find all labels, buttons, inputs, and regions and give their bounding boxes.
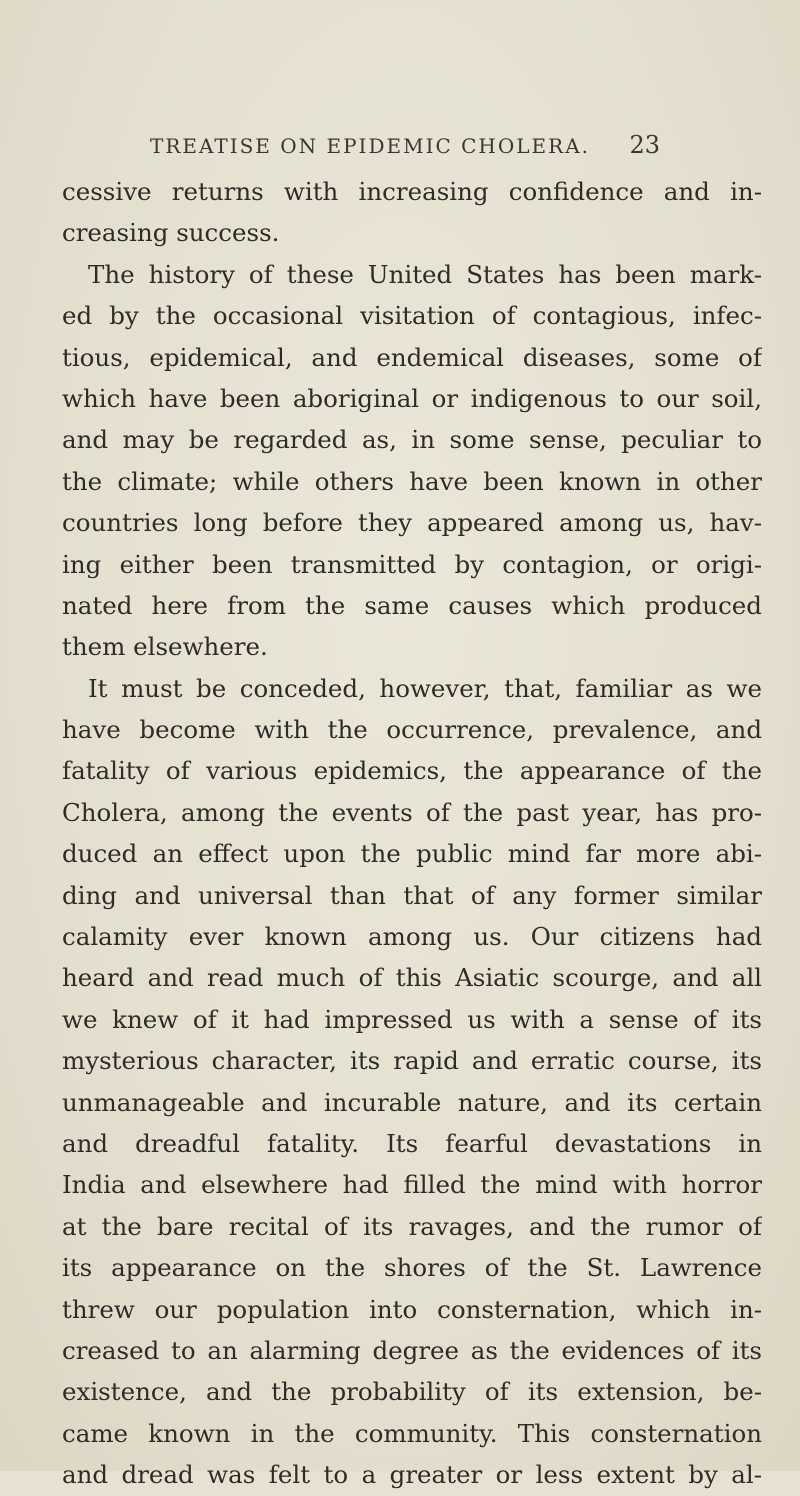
text-line: cessive returns with increasing confidence and in-	[62, 177, 762, 206]
text-line: we knew of it had impressed us with a sense of its	[62, 1004, 762, 1034]
text-line: calamity ever known among us. Our citizens had	[62, 922, 762, 952]
text-line: and may be regarded as, in some sense, peculiar to	[62, 425, 762, 455]
page-number: 23	[629, 131, 660, 159]
text-line: unmanageable and incurable nature, and its certain	[62, 1087, 762, 1117]
text-line: ding and universal than that of any former similar	[62, 880, 762, 910]
text-line: at the bare recital of its ravages, and the rumor of	[62, 1211, 762, 1241]
running-head: TREATISE ON EPIDEMIC CHOLERA.	[150, 134, 591, 158]
text-line: India and elsewhere had filled the mind with horror	[62, 1170, 762, 1200]
text-line: threw our population into consternation, which in-	[62, 1294, 762, 1324]
text-line: Cholera, among the events of the past year, has pro-	[62, 797, 762, 827]
text-line: and dreadful fatality. Its fearful devastations in	[62, 1128, 762, 1158]
text-line: which have been aboriginal or indigenous to our soil,	[62, 383, 762, 413]
text-line: fatality of various epidemics, the appearance of the	[62, 756, 762, 786]
text-line: existence, and the probability of its extension, be-	[62, 1377, 762, 1407]
text-line: nated here from the same causes which produced	[62, 590, 762, 620]
text-line: creased to an alarming degree as the evidences of its	[62, 1335, 762, 1365]
text-line: its appearance on the shores of the St. Lawrence	[62, 1253, 762, 1283]
text-line: duced an effect upon the public mind far more abi-	[62, 839, 762, 869]
text-line: came known in the community. This consternation	[62, 1418, 762, 1448]
text-line: tious, epidemical, and endemical diseases, some of	[62, 342, 762, 372]
text-line: creasing success.	[62, 218, 280, 248]
text-line: and dread was felt to a greater or less extent by al-	[62, 1460, 762, 1490]
text-line: ed by the occasional visitation of contagious, infec-	[62, 301, 762, 331]
text-line: have become with the occurrence, prevalence, and	[62, 715, 762, 745]
text-line: them elsewhere.	[62, 632, 268, 662]
text-line: the climate; while others have been known in other	[62, 466, 762, 496]
text-line: The history of these United States has been mark-	[88, 259, 762, 289]
text-line: mysterious character, its rapid and erratic course, its	[62, 1046, 762, 1076]
text-line: heard and read much of this Asiatic scourge, and all	[62, 963, 762, 993]
body-text	[62, 171, 762, 1496]
text-line: It must be conceded, however, that, familiar as we	[88, 673, 762, 703]
text-line: ing either been transmitted by contagion, or origi-	[62, 549, 762, 579]
text-line: countries long before they appeared among us, hav-	[62, 508, 762, 538]
page-header	[150, 131, 660, 166]
